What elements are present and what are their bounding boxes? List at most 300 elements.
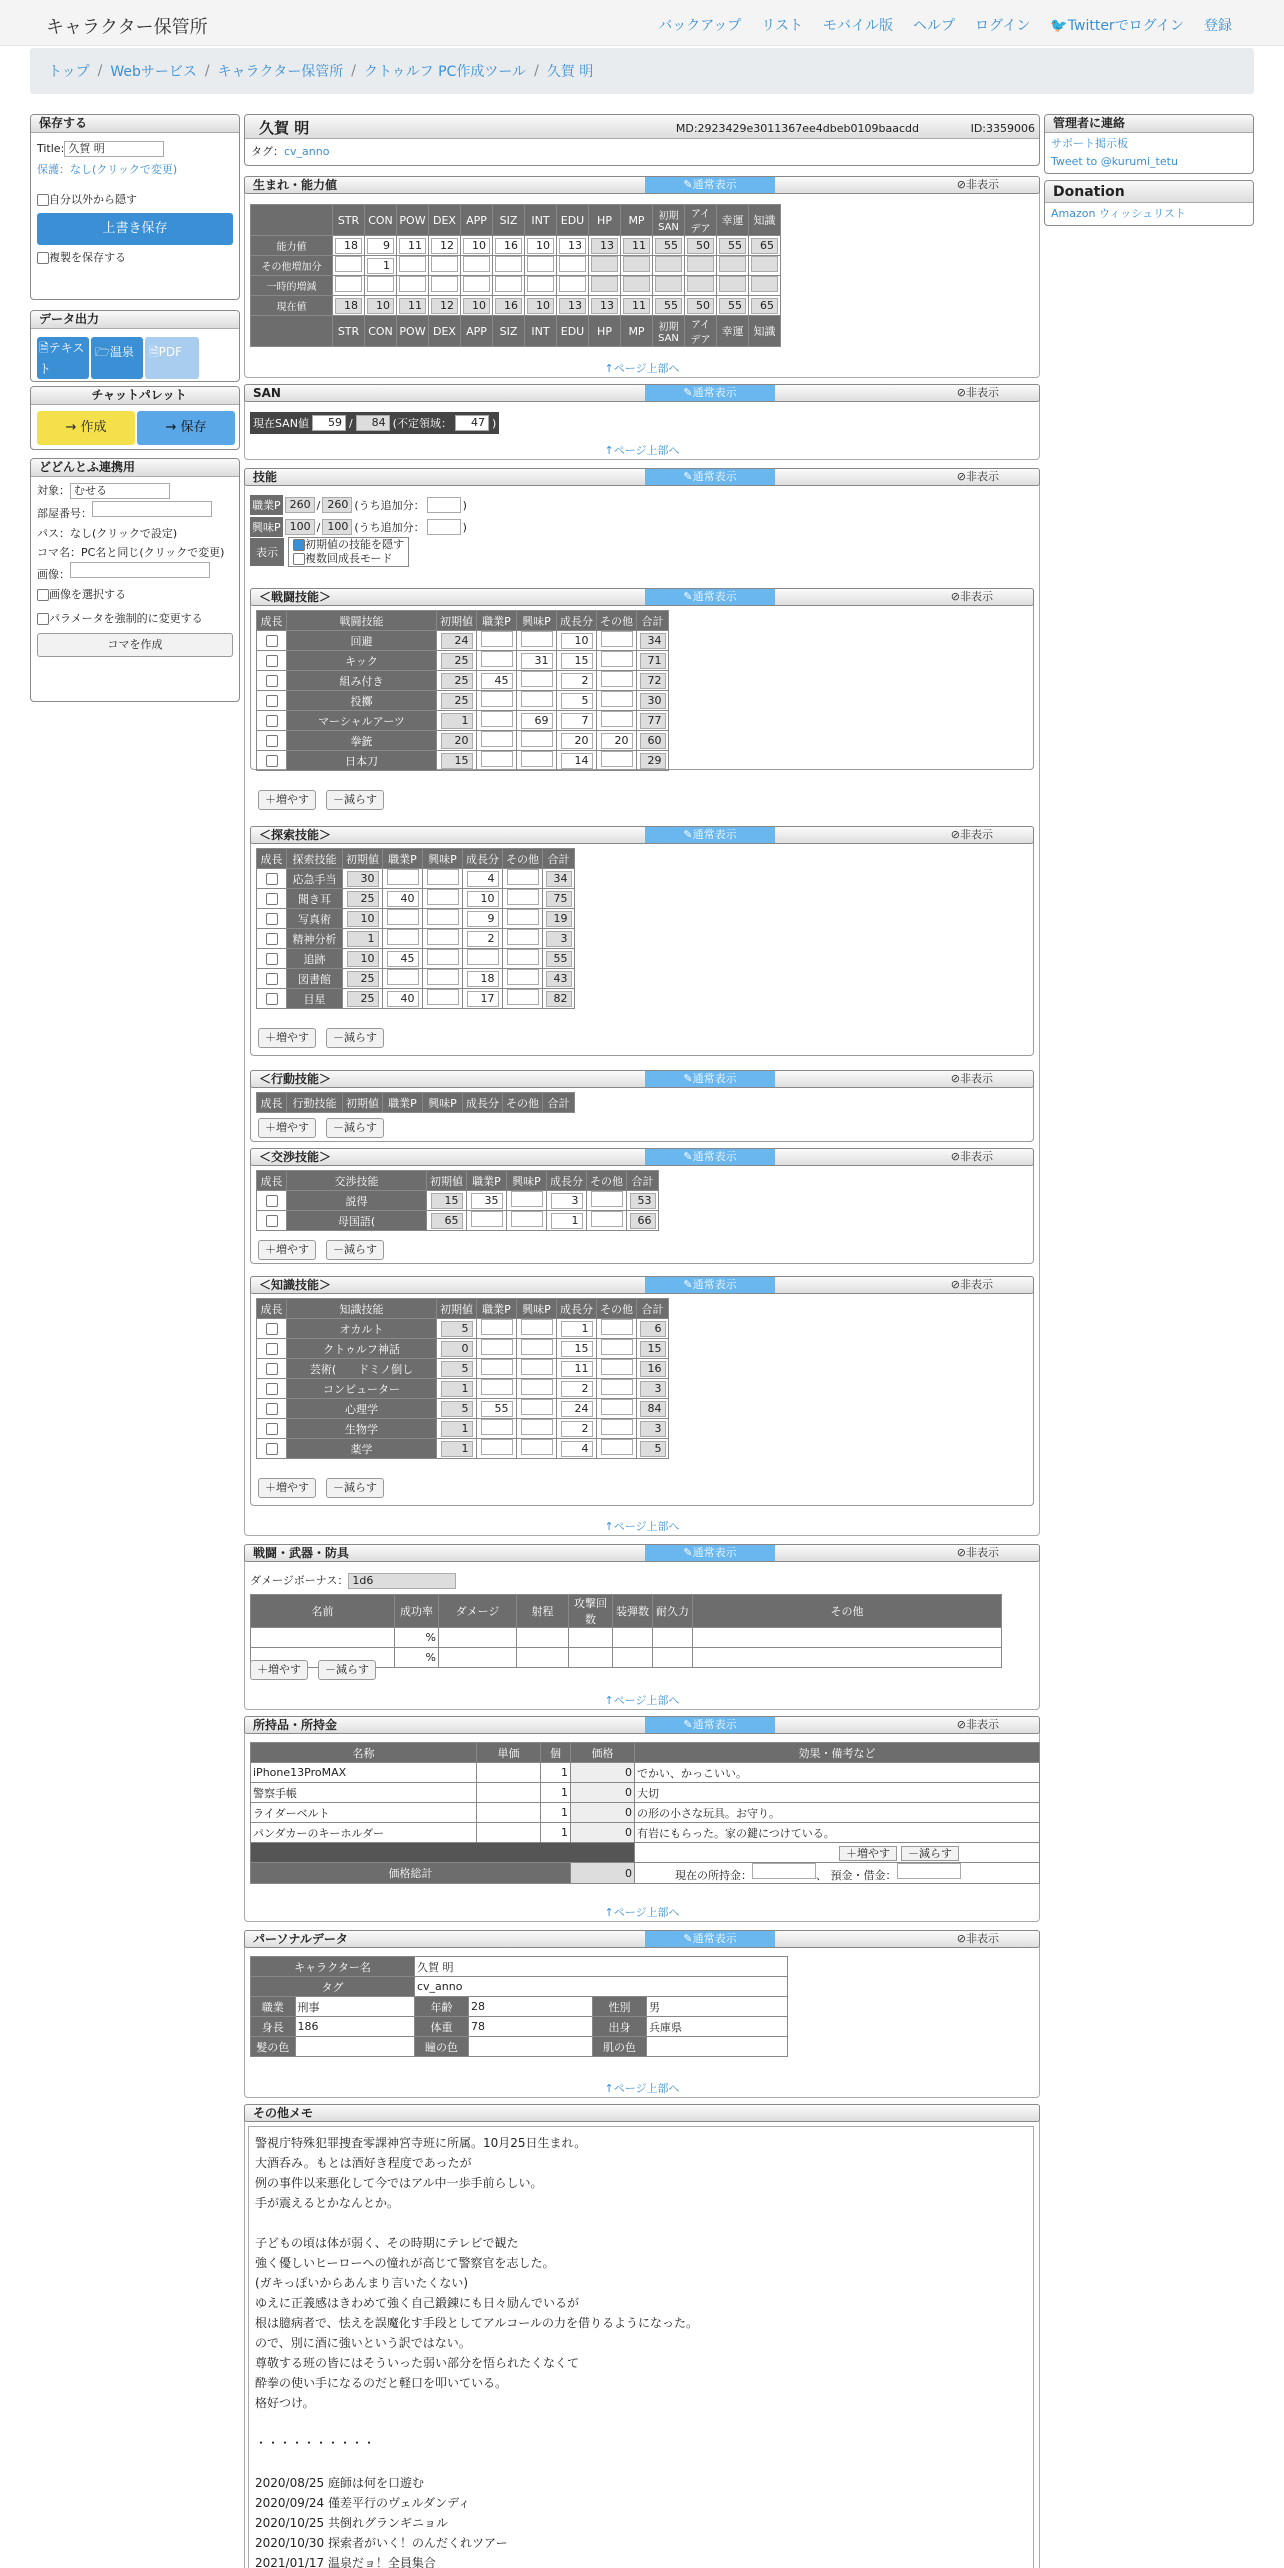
crumb-top[interactable]: トップ [48,64,90,80]
skill-add-button[interactable]: ＋増やす [258,1118,316,1138]
hide-label: 非表示 [966,178,999,191]
skill-value[interactable]: 10 [467,891,499,907]
item-cell[interactable]: 大切 [635,1783,1040,1803]
ability-value[interactable] [399,276,426,292]
skill-value[interactable]: 14 [561,753,593,769]
skill-value[interactable] [481,1319,513,1335]
hobby-extra-input[interactable] [427,519,461,535]
skill-growth-cell [257,909,287,929]
skill-growth-checkbox[interactable] [266,1443,278,1455]
ability-value: 11 [623,298,650,314]
skill-value[interactable]: 11 [561,1361,593,1377]
support-board-link[interactable]: サポート掲示板 [1051,137,1128,150]
item-cell[interactable] [477,1783,541,1803]
skill-remove-button[interactable]: －減らす [326,1478,384,1498]
skill-value[interactable]: 45 [481,673,513,689]
skill-value[interactable] [481,1339,513,1355]
skill-value[interactable] [601,631,633,647]
skill-value[interactable]: 1 [551,1213,583,1229]
skill-value[interactable] [387,869,419,885]
skill-hide-button[interactable] [951,1277,993,1293]
ability-value[interactable] [463,256,490,272]
skill-value[interactable] [521,1379,553,1395]
skill-value[interactable] [601,1439,633,1455]
skill-value[interactable] [521,631,553,647]
skill-col-header: その他 [597,611,637,631]
skills-normal-button[interactable] [645,469,775,485]
hide-initial-checkbox[interactable] [293,539,305,551]
skill-normal-button[interactable] [645,589,775,605]
wishlist-link[interactable]: Amazon ウィッシュリスト [1051,207,1186,220]
skill-value[interactable] [601,671,633,687]
tweet-link[interactable]: Tweet to @kurumi_tetu [1051,155,1178,168]
skill-value[interactable]: 18 [467,971,499,987]
skill-value[interactable] [507,909,539,925]
ability-value[interactable] [335,256,362,272]
job-extra-input[interactable] [427,497,461,513]
item-cell[interactable]: の形の小さな玩具。お守り。 [635,1803,1040,1823]
skill-value[interactable]: 2 [467,931,499,947]
skill-value-cell [343,949,383,969]
skill-value[interactable] [427,909,459,925]
skill-value[interactable] [427,869,459,885]
skin-label: 肌の色 [593,2037,647,2057]
ability-value[interactable] [335,276,362,292]
skill-value[interactable] [387,969,419,985]
page-top-link[interactable]: ↑ページ上部へ [604,444,680,457]
weight-input[interactable]: 78 [469,2017,593,2037]
skill-value-cell [477,651,517,671]
item-cell[interactable]: 1 [541,1783,571,1803]
pass-link[interactable]: パス：なし(クリックで設定) [37,527,178,540]
item-add-button[interactable]: ＋増やす [839,1846,897,1861]
skill-normal-button[interactable] [645,1277,775,1293]
skill-value[interactable]: 24 [561,1401,593,1417]
skill-value-cell [597,751,637,771]
skill-value[interactable]: 15 [561,653,593,669]
skill-value[interactable] [481,1379,513,1395]
ability-value[interactable] [431,256,458,272]
skill-growth-checkbox[interactable] [266,695,278,707]
skill-value[interactable]: 10 [561,633,593,649]
skill-value[interactable]: 4 [561,1441,593,1457]
weapon-remove-button[interactable]: －減らす [318,1660,376,1680]
pencil-icon: ✎ [683,1150,693,1163]
skill-value[interactable]: 7 [561,713,593,729]
skill-value[interactable] [481,691,513,707]
skill-value[interactable] [387,909,419,925]
ability-value[interactable]: 10 [463,238,490,254]
nav-list[interactable]: リスト [761,18,804,34]
skill-value[interactable] [427,989,459,1005]
weapon-cell[interactable] [395,1648,439,1668]
skill-value[interactable] [507,969,539,985]
skill-value[interactable] [481,751,513,767]
skill-add-button[interactable]: ＋増やす [258,1478,316,1498]
ability-value[interactable]: 13 [559,238,586,254]
skill-value[interactable]: 35 [471,1193,503,1209]
skill-value[interactable]: 2 [561,1421,593,1437]
ability-value[interactable]: 11 [399,238,426,254]
skill-value[interactable] [427,969,459,985]
skill-normal-button[interactable] [645,827,775,843]
skill-value[interactable] [601,711,633,727]
personal-normal-button[interactable] [645,1931,775,1947]
skill-value[interactable] [507,929,539,945]
ability-value[interactable] [527,256,554,272]
skill-add-button[interactable]: ＋増やす [258,1028,316,1048]
target-select[interactable]: むせる [70,483,170,499]
skill-growth-checkbox[interactable] [266,1343,278,1355]
contact-title: 管理者に連絡 [1045,115,1253,133]
item-cell[interactable]: 警察手帳 [251,1783,477,1803]
item-cell[interactable]: 有岩にもらった。家の鍵につけている。 [635,1823,1040,1843]
weapon-cell[interactable] [439,1648,517,1668]
skill-remove-button[interactable]: －減らす [326,790,384,810]
ability-value: 12 [431,298,458,314]
crumb-hokan[interactable]: キャラクター保管所 [217,64,344,80]
page-top-link[interactable]: ↑ページ上部へ [604,1694,680,1707]
force-params-checkbox[interactable] [37,613,49,625]
memo-textarea[interactable]: 警視庁特殊犯罪捜査零課神宮寺班に所属。10月25日生まれ。 大酒呑み。もとは酒好き程度であったが 例の事件以来悪化して今ではアル中一歩手前らしい。 手が震えるとかなんとか。 子どもの頃は体が弱く、その時期にテレビで観た 強く優しいヒーローへの憧れが高じて警察官を志した。 (ガキっぽいからあんまり言いたくない) ゆえに正義感はきわめて強く自己鍛錬にも日々励んでいるが 根は臆病者で、怯えを誤魔化す手段としてアルコールの力を借りるようになった。 ので、別に酒に強いという訳ではない。 尊敬する班の皆にはそういった弱い部分を悟られたくなくて 酔拳の使い手になるのだと軽口を叩いている。 格好つけ。 ・・・・・・・・・・ 2020/08/25 庭師は何を口遊む 2020/09/24 僅差平行のヴェルダンディ 2020/10/25 共倒れグランギニョル 2020/10/30 探索者がいく！のんだくれツアー 2021/01/17 温泉だョ！全員集合 [248,2126,1034,2568]
chat-palette-title: チャットパレット [31,387,239,405]
item-cell[interactable]: iPhone13ProMAX [251,1763,477,1783]
ability-cell [461,236,493,256]
ability-header: INT [525,316,557,347]
skill-growth-checkbox[interactable] [266,873,278,885]
skill-value-cell [437,751,477,771]
skill-growth-checkbox[interactable] [266,1383,278,1395]
skill-value[interactable]: 1 [561,1321,593,1337]
skill-value-cell [467,1191,507,1211]
age-input[interactable]: 28 [469,1997,593,2017]
item-cell[interactable]: パンダカーのキーホルダー [251,1823,477,1843]
weapon-cell[interactable] [517,1628,569,1648]
ability-value[interactable]: 9 [367,238,394,254]
skill-value: 25 [347,971,379,987]
skill-growth-checkbox[interactable] [266,1423,278,1435]
brand[interactable]: キャラクター保管所 [46,17,208,38]
weapon-add-button[interactable]: ＋増やす [250,1660,308,1680]
skill-growth-checkbox[interactable] [266,735,278,747]
ability-value[interactable] [431,276,458,292]
item-cell[interactable] [477,1803,541,1823]
crumb-tool[interactable]: クトゥルフ PC作成ツール [364,64,527,80]
skill-value[interactable] [481,731,513,747]
skill-value: 20 [441,733,473,749]
item-remove-button[interactable]: －減らす [901,1846,959,1861]
skill-value[interactable] [387,929,419,945]
ability-cell [429,236,461,256]
ability-hide-button[interactable] [957,177,999,193]
weapon-cell[interactable] [613,1628,653,1648]
nav-backup[interactable]: バックアップ [658,18,742,34]
skills-title: 技能 [253,470,278,484]
ability-value[interactable] [399,256,426,272]
skill-value[interactable]: 55 [481,1401,513,1417]
export-text-button[interactable] [37,337,89,379]
ban-icon: ⊘ [956,1546,966,1559]
weapon-cell[interactable] [439,1628,517,1648]
ability-value[interactable] [367,276,394,292]
skill-value[interactable] [507,869,539,885]
skill-value-cell [423,929,463,949]
item-cell[interactable]: でかい、かっこいい。 [635,1763,1040,1783]
items-normal-button[interactable] [645,1717,775,1733]
weapon-cell[interactable] [251,1628,395,1648]
skill-value[interactable] [471,1211,503,1227]
skill-value[interactable]: 20 [561,733,593,749]
skills-hide-button[interactable] [957,469,999,485]
skill-value[interactable] [601,651,633,667]
skill-growth-checkbox[interactable] [266,913,278,925]
nav-register[interactable]: 登録 [1204,18,1232,34]
skill-growth-checkbox[interactable] [266,1363,278,1375]
skill-value[interactable] [521,1419,553,1435]
skill-value[interactable] [521,1319,553,1335]
tag-link[interactable]: cv_anno [284,145,330,158]
eye-input[interactable] [469,2037,593,2057]
skill-value[interactable] [481,1439,513,1455]
skill-growth-checkbox[interactable] [266,675,278,687]
skill-value[interactable] [467,949,499,965]
skill-value[interactable] [601,1379,633,1395]
export-onsen-button[interactable] [91,337,143,379]
san-undef-input[interactable]: 47 [455,415,489,431]
skill-value[interactable] [521,731,553,747]
ability-value[interactable] [495,256,522,272]
skill-value[interactable]: 69 [521,713,553,729]
weapon-cell[interactable] [653,1648,693,1668]
skill-remove-button[interactable]: －減らす [326,1028,384,1048]
weapon-cell[interactable] [613,1648,653,1668]
ability-value[interactable] [495,276,522,292]
skill-growth-checkbox[interactable] [266,993,278,1005]
skill-value[interactable] [601,691,633,707]
ability-value[interactable] [559,276,586,292]
nav-mobile[interactable]: モバイル版 [823,18,894,34]
export-pdf-button[interactable] [145,337,199,379]
skill-growth-checkbox[interactable] [266,1195,278,1207]
weapons-hide-button[interactable] [957,1545,999,1561]
item-cell[interactable]: 1 [541,1803,571,1823]
skill-value[interactable] [601,1359,633,1375]
ability-value[interactable]: 10 [527,238,554,254]
skill-value[interactable] [511,1211,543,1227]
personal-name-input[interactable]: 久賀 明 [415,1957,788,1977]
skill-growth-checkbox[interactable] [266,715,278,727]
weapon-cell[interactable] [569,1648,613,1668]
nav-twitter-login[interactable] [1050,15,1184,35]
skill-add-button[interactable]: ＋増やす [258,1240,316,1260]
skill-value[interactable]: 45 [387,951,419,967]
skill-value: 25 [347,891,379,907]
skill-value[interactable] [481,1359,513,1375]
make-piece-button[interactable]: コマを作成 [37,633,233,657]
weapon-cell[interactable] [693,1648,1002,1668]
skill-value[interactable] [521,751,553,767]
skill-value[interactable] [601,751,633,767]
skill-remove-button[interactable]: －減らす [326,1240,384,1260]
page-top-link[interactable]: ↑ページ上部へ [604,2082,680,2095]
skill-growth-checkbox[interactable] [266,635,278,647]
skill-value[interactable]: 40 [387,991,419,1007]
ability-value[interactable] [463,276,490,292]
skill-value[interactable] [601,1319,633,1335]
weapon-cell[interactable] [517,1648,569,1668]
crumb-char[interactable]: 久賀 明 [546,64,594,80]
overwrite-button[interactable]: 上書き保存 [37,213,233,245]
personal-hide-button[interactable] [957,1931,999,1947]
skill-value[interactable] [481,711,513,727]
crumb-web[interactable]: Webサービス [110,64,197,80]
skill-normal-button[interactable] [645,1149,775,1165]
skill-value[interactable] [591,1191,623,1207]
title-input[interactable]: 久賀 明 [64,141,164,157]
skill-normal-button[interactable] [645,1071,775,1087]
item-cell[interactable]: 1 [541,1763,571,1783]
skill-value: 77 [640,713,666,729]
page-top-link[interactable]: ↑ページ上部へ [604,1520,680,1533]
san-current-input[interactable]: 59 [312,415,346,431]
image-input[interactable] [70,562,210,578]
skill-value[interactable] [521,671,553,687]
weapons-normal-button[interactable] [645,1545,775,1561]
skill-value[interactable] [601,1419,633,1435]
piece-name-link[interactable]: コマ名：PC名と同じ(クリックで変更) [37,546,225,559]
skill-value[interactable]: 3 [551,1193,583,1209]
room-input[interactable] [92,501,212,517]
item-cell[interactable]: ライダーベルト [251,1803,477,1823]
skill-value[interactable]: 17 [467,991,499,1007]
ability-normal-button[interactable] [645,177,775,193]
skill-value[interactable] [427,929,459,945]
skill-value[interactable]: 4 [467,871,499,887]
sex-input[interactable]: 男 [647,1997,788,2017]
skill-hide-button[interactable] [951,589,993,605]
skill-value[interactable] [601,1399,633,1415]
protect-link[interactable]: 保護：なし(クリックで変更) [37,163,178,176]
skill-value[interactable]: 20 [601,733,633,749]
height-input[interactable]: 186 [295,2017,414,2037]
skill-growth-checkbox[interactable] [266,953,278,965]
skill-hide-button[interactable] [951,1149,993,1165]
skill-value[interactable] [481,1419,513,1435]
skill-value[interactable] [511,1191,543,1207]
san-normal-button[interactable] [645,385,775,401]
skill-value-cell [477,1419,517,1439]
skill-value[interactable]: 2 [561,673,593,689]
hair-input[interactable] [295,2037,414,2057]
weapon-cell[interactable] [693,1628,1002,1648]
skill-growth-checkbox[interactable] [266,893,278,905]
skill-hide-button[interactable] [951,827,993,843]
skill-name: キック [287,651,437,671]
skill-remove-button[interactable]: －減らす [326,1118,384,1138]
skill-growth-checkbox[interactable] [266,973,278,985]
skill-value[interactable] [521,1359,553,1375]
skill-value[interactable]: 2 [561,1381,593,1397]
chat-save-button[interactable]: → 保存 [137,411,235,445]
skin-input[interactable] [647,2037,788,2057]
page-top-link[interactable]: ↑ページ上部へ [604,362,680,375]
skill-add-button[interactable]: ＋増やす [258,790,316,810]
select-image-checkbox[interactable] [37,589,49,601]
skill-value[interactable] [481,651,513,667]
skill-value[interactable] [507,989,539,1005]
skill-growth-checkbox[interactable] [266,655,278,667]
skill-value[interactable] [427,889,459,905]
multi-growth-checkbox[interactable] [293,553,305,565]
skill-growth-checkbox[interactable] [266,1403,278,1415]
job-input[interactable]: 刑事 [295,1997,414,2017]
nav-help[interactable]: ヘルプ [913,18,956,34]
ability-value[interactable] [559,256,586,272]
item-cell[interactable]: 1 [541,1823,571,1843]
nav-login[interactable]: ログイン [975,18,1031,34]
san-hide-button[interactable] [957,385,999,401]
skill-value[interactable]: 15 [561,1341,593,1357]
skill-value[interactable]: 5 [561,693,593,709]
weapon-cell[interactable] [653,1628,693,1648]
skill-value-cell [507,1211,547,1231]
items-hide-button[interactable] [957,1717,999,1733]
item-cell[interactable] [477,1763,541,1783]
ability-value[interactable] [527,276,554,292]
skill-value[interactable] [427,949,459,965]
skill-value[interactable]: 31 [521,653,553,669]
ability-value[interactable]: 12 [431,238,458,254]
debt-input[interactable] [897,1863,961,1879]
skill-value[interactable] [521,1339,553,1355]
skill-value[interactable] [507,889,539,905]
skill-col-header: 成長分 [557,1299,597,1319]
hide-others-checkbox[interactable] [37,194,49,206]
skill-value-cell [477,1439,517,1459]
skill-value: 6 [640,1321,666,1337]
weapon-cell[interactable] [569,1628,613,1648]
money-input[interactable] [752,1863,816,1879]
skill-value[interactable] [507,949,539,965]
skill-value[interactable] [521,691,553,707]
skill-value[interactable] [591,1211,623,1227]
duplicate-checkbox[interactable] [37,252,49,264]
skill-value[interactable] [481,631,513,647]
personal-tag-input[interactable]: cv_anno [415,1977,788,1997]
ability-value[interactable]: 18 [335,238,362,254]
skill-hide-button[interactable] [951,1071,993,1087]
skill-value[interactable]: 40 [387,891,419,907]
weapons-bar [244,1544,1040,1562]
skill-value[interactable] [521,1399,553,1415]
ability-value[interactable]: 16 [495,238,522,254]
chat-create-button[interactable]: → 作成 [37,411,135,445]
skill-value-cell [597,1419,637,1439]
skill-value[interactable] [601,1339,633,1355]
weapon-cell[interactable] [395,1628,439,1648]
skill-growth-checkbox[interactable] [266,1215,278,1227]
ability-value[interactable]: 1 [367,258,394,274]
skill-value[interactable]: 9 [467,911,499,927]
skill-growth-checkbox[interactable] [266,755,278,767]
page-top-link[interactable]: ↑ページ上部へ [604,1906,680,1919]
skill-value-cell [543,889,575,909]
skill-growth-checkbox[interactable] [266,1323,278,1335]
item-cell[interactable] [477,1823,541,1843]
birth-input[interactable]: 兵庫県 [647,2017,788,2037]
skill-growth-checkbox[interactable] [266,933,278,945]
skill-value[interactable] [521,1439,553,1455]
